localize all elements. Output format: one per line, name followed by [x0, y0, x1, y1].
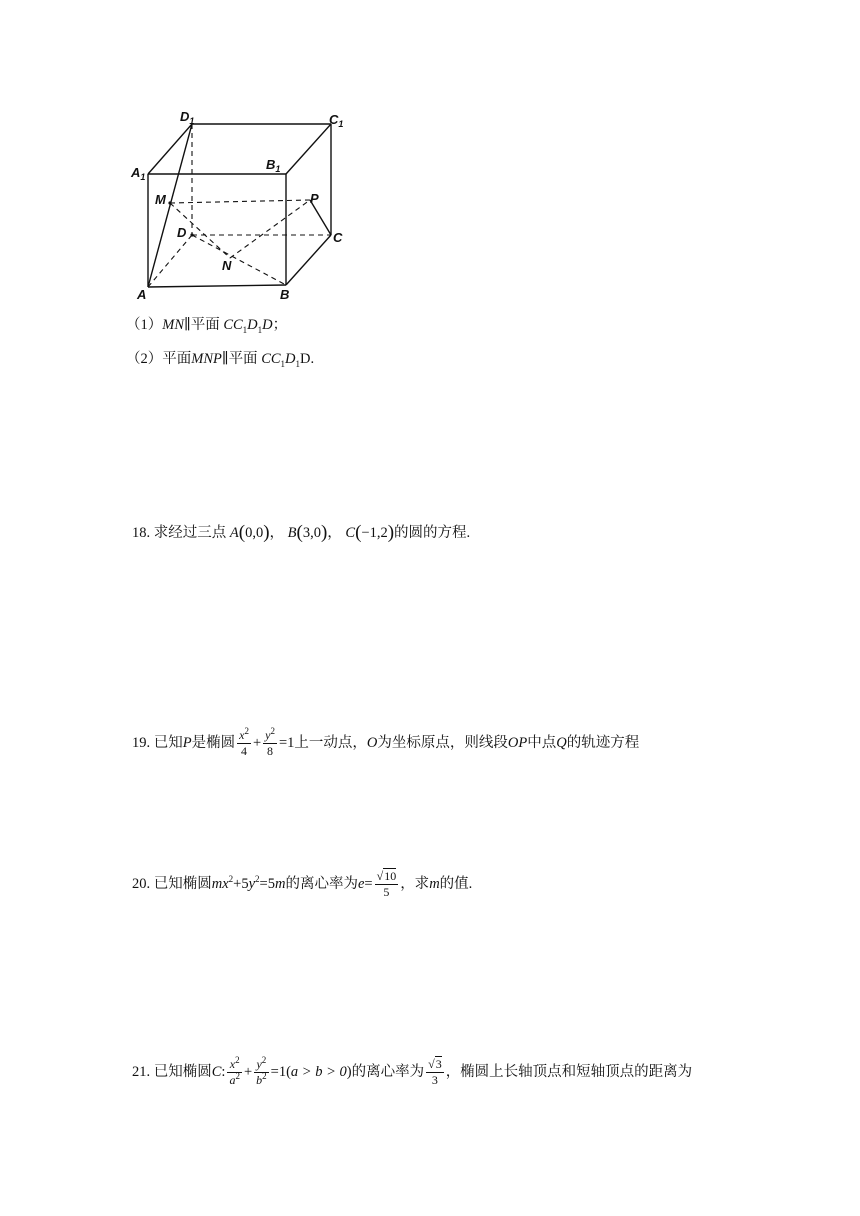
question-20: 20. 已知椭圆$mx^2+5y^2=5m$的离心率为e= $\frac{√10}{5}$ ，求m的值.	[132, 869, 473, 899]
fraction-x2-over-4: $\frac{x^2}{4}$	[239, 726, 249, 758]
label-p: P	[310, 191, 319, 206]
q17-part2: （2）平面MNP∥平面 $CC_1D_1D$.	[126, 351, 315, 369]
edge-b1c1	[286, 124, 331, 174]
segment-np	[230, 200, 310, 258]
question-18: 18. 求经过三点 A(0,0)， B(3,0)， C(−1,2)的圆的方程.	[132, 522, 471, 543]
question-19: 19. 已知P是椭圆 $\frac{x^2}{4}$ + $\frac{y^2}{8}$ =1上一动点，O为坐标原点，则线段OP中点Q的轨迹方程	[132, 726, 640, 758]
edge-ab	[148, 285, 286, 287]
label-a: A	[137, 287, 147, 302]
fraction-y2-over-8: $\frac{y^2}{8}$	[265, 726, 275, 758]
point-m	[168, 201, 171, 204]
segment-mp	[170, 200, 310, 203]
fraction-x2-over-a2: $\frac{x^2}{a^2}$	[229, 1055, 240, 1087]
segment-db	[192, 235, 286, 285]
label-a1: $A_1$	[131, 165, 146, 182]
label-n: N	[222, 258, 232, 273]
fraction-sqrt10-over-5: $\frac{√10}{5}$	[376, 869, 397, 899]
point-d	[190, 233, 193, 236]
edge-bc	[286, 235, 331, 285]
label-c: C	[333, 230, 343, 245]
fraction-y2-over-b2: $\frac{y^2}{b^2}$	[256, 1055, 267, 1087]
question-21: 21. 已知椭圆C: $\frac{x^2}{a^2}$ + $\frac{y^2}{b^2}$ =1(a > b > 0)的离心率为 $\frac{√3}{3}$ ，椭圆上长轴顶点和短轴顶点的距离为	[132, 1055, 693, 1087]
label-d: D	[177, 225, 187, 240]
label-b1: $B_1$	[266, 157, 281, 174]
label-m: M	[155, 192, 166, 207]
label-d1: $D_1$	[180, 109, 195, 126]
cuboid-figure	[0, 0, 400, 310]
q17-part1: （1）MN∥平面 $CC_1D_1D$；	[126, 317, 288, 335]
label-c1: $C_1$	[329, 112, 344, 129]
fraction-sqrt3-over-3: $\frac{√3}{3}$	[428, 1057, 442, 1087]
label-b: B	[280, 287, 290, 302]
